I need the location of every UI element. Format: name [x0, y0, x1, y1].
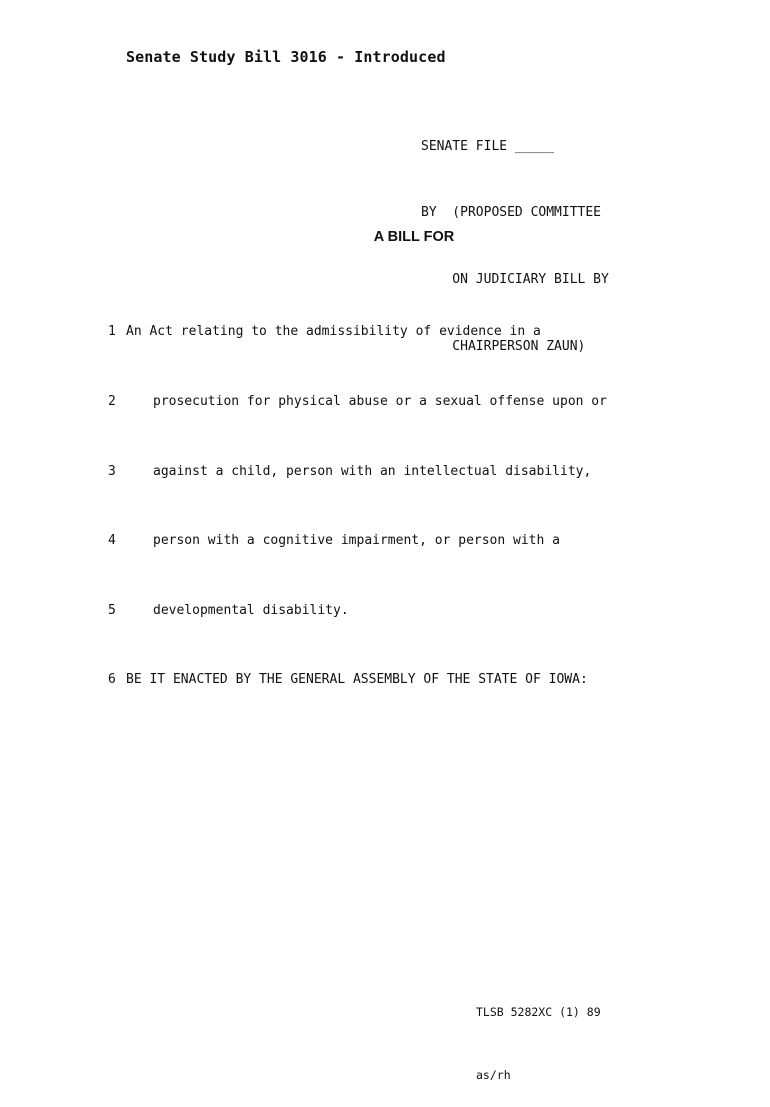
- line-text: An Act relating to the admissibility of evidence in a: [126, 324, 541, 340]
- line-number: 1: [108, 324, 116, 340]
- drafter-initials: as/rh: [476, 1068, 511, 1082]
- document-code: TLSB 5282XC (1) 89: [476, 1005, 601, 1019]
- body-line: [108, 668, 588, 691]
- bill-heading: A BILL FOR: [373, 229, 455, 245]
- sponsor-line: CHAIRPERSON ZAUN): [421, 339, 586, 355]
- senate-file-line: SENATE FILE _____: [421, 138, 555, 154]
- sponsor-line: BY (PROPOSED COMMITTEE: [421, 205, 602, 221]
- line-text: developmental disability.: [153, 602, 349, 618]
- sponsor-line: ON JUDICIARY BILL BY: [421, 272, 609, 288]
- body-line: [108, 599, 349, 622]
- body-line: [108, 390, 607, 413]
- body-line: [108, 460, 592, 483]
- line-number: 6: [108, 672, 116, 688]
- bill-title: Senate Study Bill 3016 - Introduced: [126, 48, 446, 66]
- enacting-clause: BE IT ENACTED BY THE GENERAL ASSEMBLY OF THE STATE OF IOWA:: [126, 672, 588, 688]
- line-number: 3: [108, 463, 116, 479]
- line-number: 4: [108, 533, 116, 549]
- body-line: [108, 529, 560, 552]
- line-text: person with a cognitive impairment, or person with a: [153, 533, 560, 549]
- body-line: [108, 320, 541, 343]
- line-number: 2: [108, 394, 116, 409]
- line-number: 5: [108, 602, 116, 618]
- footer: [476, 960, 601, 1107]
- line-text: prosecution for physical abuse or a sexual offense upon or: [153, 394, 607, 409]
- line-text: against a child, person with an intellectual disability,: [153, 463, 592, 479]
